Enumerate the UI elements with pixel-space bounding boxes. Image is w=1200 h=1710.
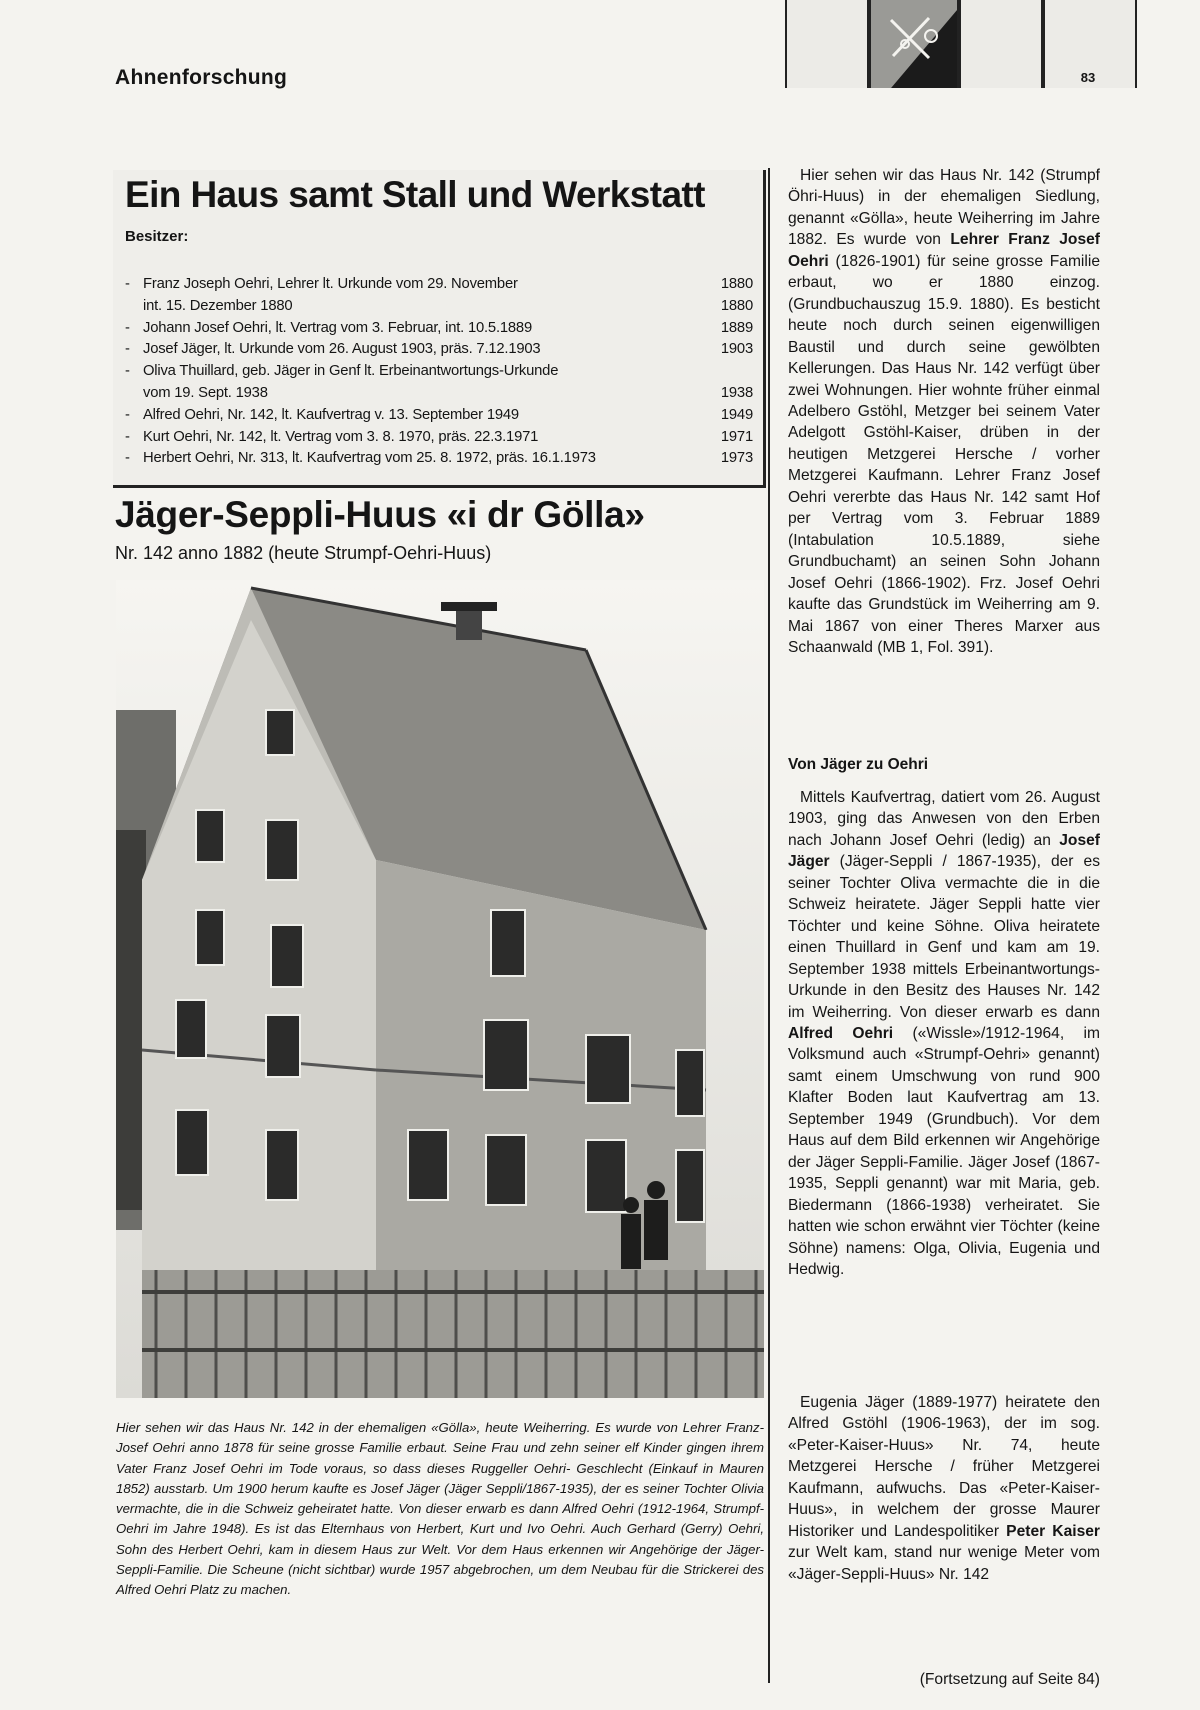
main-title: Ein Haus samt Stall und Werkstatt	[125, 174, 705, 215]
owners-label: Besitzer:	[125, 228, 189, 245]
p1-text-a: Hier sehen wir das Haus Nr. 142 (Strumpf Öhri-Huus) in der ehemaligen Siedlung, genannt «Gölla», heute Weiherring im Jahre 1882. Es wurde von	[788, 167, 1100, 249]
owner-year: 1903	[720, 341, 753, 358]
owner-year: 1971	[720, 428, 753, 445]
continued-note: (Fortsetzung auf Seite 84)	[919, 1671, 1100, 1688]
owners-list	[125, 274, 755, 470]
owner-text: Alfred Oehri, Nr. 142, lt. Kaufvertrag v. 13. September 1949	[143, 406, 519, 423]
p2-bold-2: Alfred Oehri	[788, 1024, 894, 1042]
p3-text-a: Eugenia Jäger (1889-1977) heiratete den Alfred Gstöhl (1906-1963), der im sog. «Peter-Kaiser-Huus» Nr. 74, heute Metzgerei Hersche / früher Metzgerei Kaufmann, aufwuchs. Das «Peter-Kaiser-Huus», in welchem der grosse Maurer Historiker und Landespolitiker	[788, 1394, 1100, 1540]
owner-entry: - Oliva Thuillard, geb. Jäger in Genf lt. Erbeinantwortungs-Urkunde vom 19. Sept. 1938 1938	[125, 361, 755, 405]
section-title: Ahnenforschung	[115, 66, 288, 89]
owner-text: Oliva Thuillard, geb. Jäger in Genf lt. Erbeinantwortungs-Urkunde	[143, 363, 559, 380]
p2-text-c: (Jäger-Seppli / 1867-1935), der es seiner Tochter Oliva vermachte die in die Schweiz heiratete. Jäger Seppli hatte vier Töchter und keine Söhne. Oliva heiratete einen Thuillard in Genf und kam am 19. September 1938 mittels Erbeinantwortungs-Urkunde in den Besitz des Hauses Nr. 142 im Weiherring. Von dieser erwarb es dann	[788, 853, 1100, 1021]
owner-text-cont: vom 19. Sept. 1938	[143, 384, 268, 401]
owner-entry: - Josef Jäger, lt. Urkunde vom 26. August 1903, präs. 7.12.1903 1903	[125, 339, 755, 361]
page-number: 83	[1080, 70, 1096, 85]
house-subtitle: Nr. 142 anno 1882 (heute Strumpf-Oehri-Huus)	[115, 543, 492, 563]
owner-text: Franz Joseph Oehri, Lehrer lt. Urkunde vom 29. November	[143, 276, 518, 292]
house-photo	[116, 580, 764, 1398]
owner-year: 1949	[720, 406, 753, 423]
owner-year: 1880	[720, 297, 753, 314]
article-paragraph-2	[788, 787, 1100, 1280]
owner-text: Kurt Oehri, Nr. 142, lt. Vertrag vom 3. 8. 1970, präs. 22.3.1971	[143, 428, 539, 445]
p3-text-c: zur Welt kam, stand nur wenige Meter vom «Jäger-Seppli-Huus» Nr. 142	[788, 1544, 1100, 1583]
p3-bold: Peter Kaiser	[1006, 1522, 1100, 1540]
owner-year: 1938	[720, 384, 753, 401]
column-divider	[768, 168, 770, 1683]
header-tab-blank	[785, 0, 869, 88]
owner-year: 1889	[720, 319, 753, 336]
crest-emblem-icon	[871, 0, 957, 88]
header-tab-blank	[959, 0, 1043, 88]
photo-caption: Hier sehen wir das Haus Nr. 142 in der ehemaligen «Gölla», heute Weiherring. Es wurde von Lehrer Franz-Josef Oehri anno 1878 für seine grosse Familie erbaut. Seine Frau und zehn seiner elf Kinder gingen ihrem Vater Franz Josef Oehri im Tode voraus, so dass dieses Ruggeller Oehri- Geschlecht (Einkauf in Mauren 1852) ausstarb. Um 1900 herum kaufte es Josef Jäger (Jäger Seppli/1867-1935), der es seiner Tochter Olivia vermachte, die in die Schweiz geheiratet hatte. Von dieser erwarb es dann Alfred Oehri (1912-1964, Strumpf-Oehri im Jahre 1948). Es ist das Elternhaus von Herbert, Kurt und Ivo Oehri. Auch Gerhard (Gerry) Oehri, Sohn des Herbert Oehri, kam in diesem Haus zur Welt. Vor dem Haus erkennen wir Angehörige der Jäger-Seppli-Familie. Die Scheune (nicht sichtbar) wurde 1957 abgebrochen, um dem Neubau für die Strickerei des Alfred Oehri Platz zu machen.	[116, 1420, 764, 1598]
owner-text: Johann Josef Oehri, lt. Vertrag vom 3. Februar, int. 10.5.1889	[143, 319, 532, 336]
owner-text: Herbert Oehri, Nr. 313, lt. Kaufvertrag vom 25. 8. 1972, präs. 16.1.1973	[143, 450, 596, 467]
section-heading: Von Jäger zu Oehri	[788, 756, 929, 773]
article-paragraph-1	[788, 165, 1100, 658]
owner-entry	[125, 296, 755, 318]
owner-entry: - Kurt Oehri, Nr. 142, lt. Vertrag vom 3. 8. 1970, präs. 22.3.1971 1971	[125, 427, 755, 449]
owner-text: Josef Jäger, lt. Urkunde vom 26. August 1903, präs. 7.12.1903	[143, 341, 541, 358]
header-tab-emblem	[869, 0, 959, 88]
owner-entry: - Johann Josef Oehri, lt. Vertrag vom 3. Februar, int. 10.5.1889 1889	[125, 318, 755, 340]
owner-text: int. 15. Dezember 1880	[143, 297, 293, 314]
p2-text-e: («Wissle»/1912-1964, im Volksmund auch «Strumpf-Oehri» genannt) samt einem Umschwung von rund 900 Klafter Boden laut Kaufvertrag am 13. September 1949 (Grundbuch). Vor dem Haus auf dem Bild erkennen wir Angehörige der Jäger Seppli-Familie. Jäger Josef (1867-1935, Seppli genannt) war mit Maria, geb. Biedermann (1866-1938) verheiratet. Sie hatten wie schon erwähnt vier Töchter (keine Söhne) namens: Olga, Olivia, Eugenia und Hedwig.	[788, 1024, 1100, 1278]
p1-bold: Lehrer Franz Josef Oehri	[788, 231, 1100, 270]
p1-text-c: (1826-1901) für seine grosse Familie erbaut, wo er 1880 einzog. (Grundbuchauszug 15.9. 1880). Es besticht heute noch durch seinen eigenwilligen Baustil und durch seine gewölbten Kellerungen. Das Haus Nr. 142 verfügt über zwei Wohnungen. Hier wohnte früher einmal Adelbero Gstöhl, Metzger bei seinem Vater Adelgott Gstöhl-Kaiser, drüben in der heutigen Metzgerei Hersche / vorher Metzgerei Kaufmann. Lehrer Franz Josef Oehri vererbte das Haus Nr. 142 samt Hof per Vertrag vom 3. Februar 1889 (Intabulation 10.5.1889, siehe Grundbuchamt) an seinen Sohn Johann Josef Oehri (1866-1902). Frz. Josef Oehri kaufte das Grundstück im Weiherring am 9. Mai 1867 von einer Theres Marxer aus Schaanwald (MB 1, Fol. 391).	[788, 252, 1100, 656]
owner-year: 1880	[720, 276, 753, 292]
article-paragraph-3	[788, 1392, 1100, 1585]
house-title: Jäger-Seppli-Huus «i dr Gölla»	[115, 494, 645, 535]
owner-entry: - Alfred Oehri, Nr. 142, lt. Kaufvertrag v. 13. September 1949 1949	[125, 405, 755, 427]
owner-entry: - Franz Joseph Oehri, Lehrer lt. Urkunde vom 29. November 1880	[125, 274, 755, 296]
p2-text-a: Mittels Kaufvertrag, datiert vom 26. August 1903, ging das Anwesen von den Erben nach Johann Josef Oehri (ledig) an	[788, 789, 1100, 849]
p2-bold-1: Josef Jäger	[788, 831, 1100, 871]
owner-entry: - Herbert Oehri, Nr. 313, lt. Kaufvertrag vom 25. 8. 1972, präs. 16.1.1973 1973	[125, 448, 755, 470]
owner-year: 1973	[720, 450, 753, 467]
